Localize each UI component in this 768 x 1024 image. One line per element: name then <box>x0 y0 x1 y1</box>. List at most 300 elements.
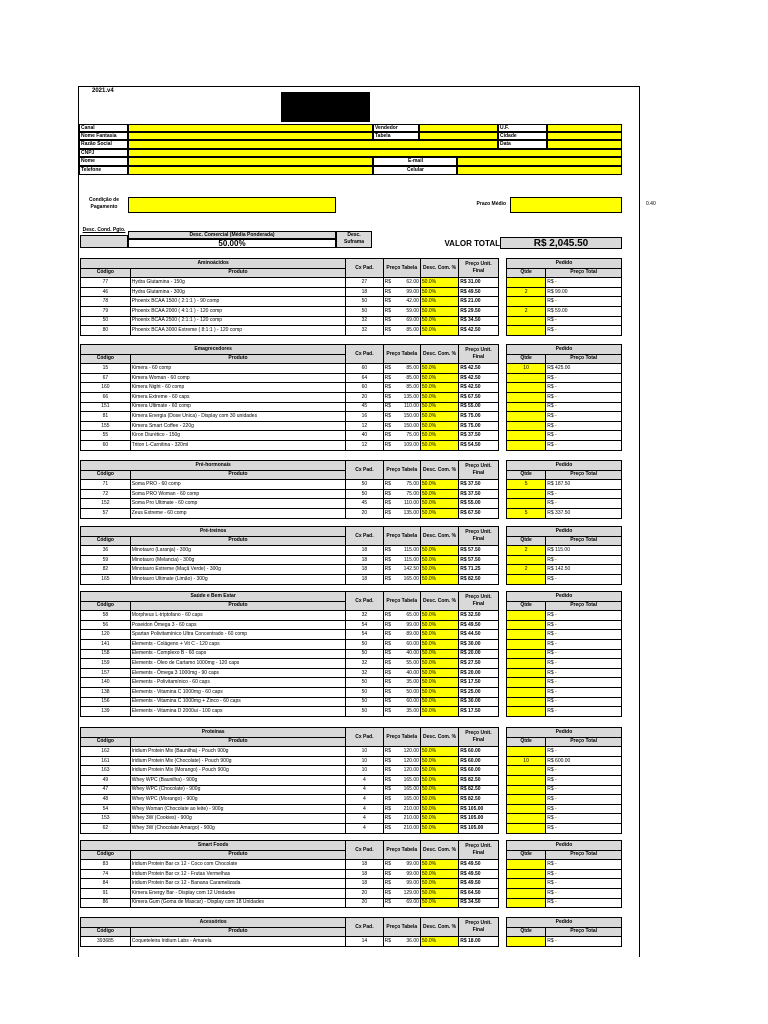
codigo-cell: 62 <box>81 823 131 833</box>
codigo-cell: 79 <box>81 306 131 316</box>
preco-tabela-value: 75.00 <box>406 432 419 439</box>
desc-com-cell[interactable]: 50.0% <box>420 364 458 374</box>
desc-com-cell[interactable]: 50.0% <box>420 687 458 697</box>
uf-label: U.F. <box>498 124 547 132</box>
gap-cell <box>498 440 506 450</box>
preco-tabela-value: 85.00 <box>406 364 419 371</box>
qtde-input[interactable] <box>506 392 545 402</box>
preco-tabela-value: 109.00 <box>403 441 419 448</box>
codigo-cell: 58 <box>81 611 131 621</box>
qtde-input[interactable] <box>506 620 545 630</box>
qtde-input[interactable] <box>506 766 545 776</box>
tabela-field[interactable] <box>419 132 498 140</box>
qtde-input[interactable] <box>506 278 545 288</box>
valor-total-value: R$ 2,045.50 <box>500 237 622 249</box>
qtde-input[interactable] <box>506 687 545 697</box>
desc-com-cell[interactable]: 50.0% <box>420 678 458 688</box>
produto-cell: Elements - Vitamina D 2000ui - 100 caps <box>130 707 346 717</box>
preco-unit-cell: R$ 30.00 <box>459 639 498 649</box>
desc-cond-pgto-field[interactable] <box>80 235 128 248</box>
qtde-input[interactable] <box>506 795 545 805</box>
table-row <box>81 297 622 307</box>
col-codigo: Código <box>81 354 131 364</box>
qtde-input[interactable] <box>506 869 545 879</box>
codigo-cell: 50 <box>81 316 131 326</box>
preco-unit-cell: R$ 82.50 <box>459 785 498 795</box>
preco-tabela-value: 135.00 <box>403 393 419 400</box>
desc-com-cell[interactable]: 50.0% <box>420 421 458 431</box>
gap-cell <box>498 431 506 441</box>
preco-total-cell: R$ - <box>546 402 622 412</box>
desc-com-cell[interactable]: 50.0% <box>420 639 458 649</box>
codigo-cell: 153 <box>81 814 131 824</box>
desc-com-cell[interactable]: 50.0% <box>420 574 458 584</box>
preco-unit-cell: R$ 55.00 <box>459 499 498 509</box>
section-title: Aminoácidos <box>81 259 346 269</box>
preco-tabela-cell: R$ 55.00 <box>383 659 420 669</box>
desc-com-cell[interactable]: 50.0% <box>420 326 458 336</box>
gap-cell <box>498 316 506 326</box>
table-row <box>81 287 622 297</box>
uf-field[interactable] <box>547 124 622 132</box>
col-preco-tabela: Preço Tabela <box>383 592 420 611</box>
preco-total-cell: R$ 600.00 <box>546 756 622 766</box>
table-row <box>81 431 622 441</box>
cnpj-label: CNPJ <box>79 149 128 157</box>
col-codigo: Código <box>81 601 131 611</box>
cx-pad-cell: 50 <box>346 489 383 499</box>
cx-pad-cell: 32 <box>346 611 383 621</box>
qtde-input[interactable] <box>506 421 545 431</box>
preco-total-cell: R$ - <box>546 373 622 383</box>
table-row <box>81 373 622 383</box>
desc-com-cell[interactable]: 50.0% <box>420 785 458 795</box>
preco-total-cell: R$ - <box>546 823 622 833</box>
col-preco-total: Preço Total <box>546 850 622 860</box>
qtde-input[interactable] <box>506 489 545 499</box>
desc-com-cell[interactable]: 50.0% <box>420 775 458 785</box>
desc-com-cell[interactable]: 50.0% <box>420 508 458 518</box>
qtde-input[interactable] <box>506 804 545 814</box>
preco-tabela-cell: R$ 165.00 <box>383 785 420 795</box>
gap-cell <box>498 747 506 757</box>
table-row <box>81 620 622 630</box>
col-qtde: Qtde <box>506 850 545 860</box>
desc-com-cell[interactable]: 50.0% <box>420 278 458 288</box>
qtde-input[interactable] <box>506 707 545 717</box>
desc-com-cell[interactable]: 50.0% <box>420 630 458 640</box>
preco-tabela-cell: R$ 120.00 <box>383 756 420 766</box>
codigo-cell: 140 <box>81 678 131 688</box>
table-row <box>81 392 622 402</box>
qtde-input[interactable] <box>506 814 545 824</box>
qtde-input[interactable] <box>506 697 545 707</box>
qtde-input[interactable]: 5 <box>506 480 545 490</box>
qtde-input[interactable]: 2 <box>506 565 545 575</box>
desc-com-cell[interactable]: 50.0% <box>420 392 458 402</box>
codigo-cell: 36 <box>81 546 131 556</box>
qtde-input[interactable]: 2 <box>506 546 545 556</box>
cx-pad-cell: 12 <box>346 440 383 450</box>
condicao-pagamento-field[interactable] <box>128 197 336 213</box>
table-row <box>81 766 622 776</box>
preco-unit-cell: R$ 57.50 <box>459 546 498 556</box>
produto-cell: Whey 3W (Cookies) - 900g <box>130 814 346 824</box>
qtde-input[interactable]: 10 <box>506 364 545 374</box>
produto-cell: Whey WPC (Chocolate) - 900g <box>130 785 346 795</box>
preco-total-cell: R$ - <box>546 659 622 669</box>
qtde-input[interactable] <box>506 412 545 422</box>
qtde-input[interactable] <box>506 860 545 870</box>
col-pedido: Pedido <box>506 527 621 537</box>
desc-com-cell[interactable]: 50.0% <box>420 668 458 678</box>
qtde-input[interactable] <box>506 678 545 688</box>
table-row <box>81 402 622 412</box>
preco-unit-cell: R$ 60.00 <box>459 756 498 766</box>
qtde-input[interactable] <box>506 555 545 565</box>
produto-cell: Hydra Glutamina - 300g <box>130 287 346 297</box>
codigo-cell: 54 <box>81 804 131 814</box>
cnpj-field[interactable] <box>128 149 622 157</box>
produto-cell: Whey WPC (Baunilha) - 900g <box>130 775 346 785</box>
gap-cell <box>498 297 506 307</box>
desc-com-cell[interactable]: 50.0% <box>420 316 458 326</box>
codigo-cell: 46 <box>81 287 131 297</box>
desc-com-cell[interactable]: 50.0% <box>420 412 458 422</box>
desc-com-cell[interactable]: 50.0% <box>420 823 458 833</box>
table-row <box>81 383 622 393</box>
desc-com-cell[interactable]: 50.0% <box>420 707 458 717</box>
qtde-input[interactable] <box>506 823 545 833</box>
codigo-cell: 81 <box>81 412 131 422</box>
preco-unit-cell: R$ 49.50 <box>459 620 498 630</box>
codigo-cell: 77 <box>81 278 131 288</box>
preco-tabela-value: 120.00 <box>403 767 419 774</box>
table-row <box>81 659 622 669</box>
gap-cell <box>498 678 506 688</box>
table-row <box>81 574 622 584</box>
qtde-input[interactable]: 2 <box>506 306 545 316</box>
col-cx-pad: Cx Pad. <box>346 841 383 860</box>
codigo-cell: 49 <box>81 775 131 785</box>
qtde-input[interactable] <box>506 630 545 640</box>
qtde-input[interactable]: 2 <box>506 287 545 297</box>
preco-total-cell: R$ - <box>546 620 622 630</box>
preco-tabela-cell: R$ 99.00 <box>383 287 420 297</box>
preco-unit-cell: R$ 75.00 <box>459 412 498 422</box>
cx-pad-cell: 20 <box>346 392 383 402</box>
desc-com-cell[interactable]: 50.0% <box>420 383 458 393</box>
preco-unit-cell: R$ 82.50 <box>459 775 498 785</box>
cx-pad-cell: 18 <box>346 574 383 584</box>
qtde-input[interactable]: 5 <box>506 508 545 518</box>
table-row <box>81 898 622 908</box>
preco-total-cell: R$ - <box>546 440 622 450</box>
gap-cell <box>498 775 506 785</box>
gap-cell <box>498 841 506 860</box>
col-qtde: Qtde <box>506 536 545 546</box>
desc-com-cell[interactable]: 50.0% <box>420 499 458 509</box>
qtde-input[interactable] <box>506 659 545 669</box>
qtde-input[interactable]: 10 <box>506 756 545 766</box>
preco-total-cell: R$ - <box>546 383 622 393</box>
preco-total-cell: R$ - <box>546 611 622 621</box>
cx-pad-cell: 18 <box>346 879 383 889</box>
razao-social-field[interactable] <box>128 140 498 149</box>
col-cx-pad: Cx Pad. <box>346 728 383 747</box>
qtde-input[interactable] <box>506 326 545 336</box>
desc-com-cell[interactable]: 50.0% <box>420 860 458 870</box>
preco-total-cell: R$ - <box>546 888 622 898</box>
desc-com-cell[interactable]: 50.0% <box>420 747 458 757</box>
preco-total-cell: R$ - <box>546 814 622 824</box>
data-field[interactable] <box>547 140 622 149</box>
preco-tabela-value: 210.00 <box>403 805 419 812</box>
table-row <box>81 707 622 717</box>
preco-unit-cell: R$ 105.00 <box>459 814 498 824</box>
codigo-cell: 139 <box>81 707 131 717</box>
qtde-input[interactable] <box>506 639 545 649</box>
preco-total-cell: R$ - <box>546 297 622 307</box>
qtde-input[interactable] <box>506 383 545 393</box>
preco-tabela-cell: R$ 50.00 <box>383 687 420 697</box>
qtde-input[interactable] <box>506 402 545 412</box>
table-row <box>81 480 622 490</box>
desc-com-cell[interactable]: 50.0% <box>420 306 458 316</box>
gap-cell <box>498 795 506 805</box>
gap-cell <box>498 687 506 697</box>
preco-unit-cell: R$ 54.50 <box>459 440 498 450</box>
produto-cell: Elements - Complexo B - 60 caps <box>130 649 346 659</box>
cx-pad-cell: 18 <box>346 287 383 297</box>
produto-cell: Elements - Óleo de Cartamo 1000mg - 120 caps <box>130 659 346 669</box>
qtde-input[interactable] <box>506 440 545 450</box>
qtde-input[interactable] <box>506 499 545 509</box>
desc-com-cell[interactable]: 50.0% <box>420 804 458 814</box>
desc-com-cell[interactable]: 50.0% <box>420 546 458 556</box>
preco-tabela-cell: R$ 59.00 <box>383 306 420 316</box>
desc-com-cell[interactable]: 50.0% <box>420 297 458 307</box>
qtde-input[interactable] <box>506 775 545 785</box>
qtde-input[interactable] <box>506 937 545 947</box>
preco-tabela-cell: R$ 110.00 <box>383 499 420 509</box>
gap-cell <box>498 756 506 766</box>
desc-com-cell[interactable]: 50.0% <box>420 659 458 669</box>
desc-com-cell[interactable]: 50.0% <box>420 756 458 766</box>
preco-unit-cell: R$ 49.50 <box>459 879 498 889</box>
cidade-field[interactable] <box>547 132 622 140</box>
desc-com-cell[interactable]: 50.0% <box>420 555 458 565</box>
gap-cell <box>498 639 506 649</box>
qtde-input[interactable] <box>506 888 545 898</box>
desc-com-cell[interactable]: 50.0% <box>420 287 458 297</box>
col-produto: Produto <box>130 536 346 546</box>
col-qtde: Qtde <box>506 268 545 278</box>
col-preco-unit: Preço Unit. Final <box>459 592 498 611</box>
condicao-pagamento-label: Condição de Pagamento <box>88 197 119 210</box>
desc-com-cell[interactable]: 50.0% <box>420 869 458 879</box>
preco-tabela-value: 40.00 <box>406 669 419 676</box>
cidade-label: Cidade <box>498 132 547 140</box>
qtde-input[interactable] <box>506 431 545 441</box>
produto-cell: Soma PRO Woman - 60 comp <box>130 489 346 499</box>
produto-cell: Kimera Ultimate - 60 comp <box>130 402 346 412</box>
preco-unit-cell: R$ 67.50 <box>459 508 498 518</box>
prazo-medio-field[interactable] <box>510 197 622 213</box>
email-label: E-mail <box>373 157 457 166</box>
cx-pad-cell: 4 <box>346 814 383 824</box>
preco-tabela-value: 65.00 <box>406 611 419 618</box>
qtde-input[interactable] <box>506 747 545 757</box>
preco-tabela-cell: R$ 165.00 <box>383 775 420 785</box>
desc-comercial-label: Desc. Comercial (Média Ponderada) <box>128 231 336 239</box>
preco-tabela-cell: R$ 36.00 <box>383 937 420 947</box>
section-6 <box>80 840 622 908</box>
preco-tabela-value: 165.00 <box>403 575 419 582</box>
celular-field[interactable] <box>457 166 622 175</box>
desc-com-cell[interactable]: 50.0% <box>420 888 458 898</box>
preco-tabela-cell: R$ 60.00 <box>383 639 420 649</box>
preco-tabela-value: 85.00 <box>406 326 419 333</box>
produto-cell: Kimera Extreme - 60 caps <box>130 392 346 402</box>
table-row <box>81 306 622 316</box>
preco-tabela-value: 129.00 <box>403 889 419 896</box>
table-row <box>81 611 622 621</box>
produto-cell: Minotauro Extreme (Maçã Verde) - 300g <box>130 565 346 575</box>
preco-unit-cell: R$ 82.50 <box>459 795 498 805</box>
qtde-input[interactable] <box>506 373 545 383</box>
table-row <box>81 565 622 575</box>
codigo-cell: 91 <box>81 888 131 898</box>
preco-total-cell: R$ - <box>546 898 622 908</box>
preco-tabela-value: 135.00 <box>403 509 419 516</box>
preco-unit-cell: R$ 42.50 <box>459 364 498 374</box>
gap-cell <box>498 555 506 565</box>
canal-field[interactable] <box>128 124 373 132</box>
produto-cell: Elements - Polivitamínico - 60 caps <box>130 678 346 688</box>
cx-pad-cell: 50 <box>346 649 383 659</box>
cx-pad-cell: 60 <box>346 383 383 393</box>
desc-com-cell[interactable]: 50.0% <box>420 620 458 630</box>
col-desc-com: Desc. Com. % <box>420 918 458 937</box>
table-row <box>81 678 622 688</box>
section-3 <box>80 526 622 585</box>
preco-tabela-cell: R$ 35.00 <box>383 707 420 717</box>
desc-com-cell[interactable]: 50.0% <box>420 402 458 412</box>
preco-tabela-value: 60.00 <box>406 698 419 705</box>
desc-com-cell[interactable]: 50.0% <box>420 697 458 707</box>
preco-unit-cell: R$ 64.50 <box>459 888 498 898</box>
gap-cell <box>498 421 506 431</box>
desc-com-cell[interactable]: 50.0% <box>420 611 458 621</box>
codigo-cell: 66 <box>81 392 131 402</box>
vendedor-label: Vendedor <box>373 124 419 132</box>
col-preco-unit: Preço Unit. Final <box>459 918 498 937</box>
codigo-cell: 48 <box>81 795 131 805</box>
preco-tabela-cell: R$ 109.00 <box>383 440 420 450</box>
col-produto: Produto <box>130 737 346 747</box>
email-field[interactable] <box>457 157 622 166</box>
section-title: Proteínas <box>81 728 346 738</box>
preco-unit-cell: R$ 105.00 <box>459 804 498 814</box>
preco-tabela-cell: R$ 85.00 <box>383 383 420 393</box>
qtde-input[interactable] <box>506 574 545 584</box>
col-cx-pad: Cx Pad. <box>346 345 383 364</box>
table-row <box>81 316 622 326</box>
produto-cell: Coqueteleira Iridium Labs - Amarela <box>130 937 346 947</box>
nome-field[interactable] <box>128 157 373 166</box>
codigo-cell: 151 <box>81 402 131 412</box>
preco-tabela-value: 120.00 <box>403 747 419 754</box>
qtde-input[interactable] <box>506 611 545 621</box>
qtde-input[interactable] <box>506 668 545 678</box>
table-row <box>81 697 622 707</box>
nome-fantasia-field[interactable] <box>128 132 373 140</box>
preco-tabela-value: 35.00 <box>406 679 419 686</box>
preco-tabela-cell: R$ 165.00 <box>383 795 420 805</box>
col-preco-unit: Preço Unit. Final <box>459 345 498 364</box>
qtde-input[interactable] <box>506 898 545 908</box>
desc-com-cell[interactable]: 50.0% <box>420 489 458 499</box>
preco-tabela-value: 120.00 <box>403 757 419 764</box>
desc-com-cell[interactable]: 50.0% <box>420 373 458 383</box>
col-preco-total: Preço Total <box>546 601 622 611</box>
desc-com-cell[interactable]: 50.0% <box>420 879 458 889</box>
cx-pad-cell: 10 <box>346 766 383 776</box>
qtde-input[interactable] <box>506 297 545 307</box>
desc-com-cell[interactable]: 50.0% <box>420 440 458 450</box>
qtde-input[interactable] <box>506 785 545 795</box>
preco-tabela-value: 110.00 <box>403 500 419 507</box>
desc-com-cell[interactable]: 50.0% <box>420 431 458 441</box>
desc-com-cell[interactable]: 50.0% <box>420 814 458 824</box>
telefone-field[interactable] <box>128 166 373 175</box>
data-label: Data <box>498 140 547 149</box>
desc-com-cell[interactable]: 50.0% <box>420 565 458 575</box>
col-preco-unit: Preço Unit. Final <box>459 728 498 747</box>
desc-com-cell[interactable]: 50.0% <box>420 480 458 490</box>
col-produto: Produto <box>130 850 346 860</box>
preco-tabela-cell: R$ 135.00 <box>383 508 420 518</box>
cx-pad-cell: 40 <box>346 431 383 441</box>
qtde-input[interactable] <box>506 649 545 659</box>
desc-com-cell[interactable]: 50.0% <box>420 766 458 776</box>
col-preco-tabela: Preço Tabela <box>383 527 420 546</box>
preco-total-cell: R$ - <box>546 316 622 326</box>
qtde-input[interactable] <box>506 316 545 326</box>
cx-pad-cell: 4 <box>346 795 383 805</box>
produto-cell: Elements - Ômega 3 1000mg - 90 caps <box>130 668 346 678</box>
qtde-input[interactable] <box>506 879 545 889</box>
table-row <box>81 639 622 649</box>
vendedor-field[interactable] <box>419 124 498 132</box>
desc-com-cell[interactable]: 50.0% <box>420 898 458 908</box>
preco-unit-cell: R$ 49.50 <box>459 287 498 297</box>
desc-com-cell[interactable]: 50.0% <box>420 649 458 659</box>
gap-cell <box>498 306 506 316</box>
gap-cell <box>498 592 506 611</box>
gap-cell <box>498 412 506 422</box>
preco-unit-cell: R$ 37.50 <box>459 489 498 499</box>
col-cx-pad: Cx Pad. <box>346 527 383 546</box>
col-preco-total: Preço Total <box>546 536 622 546</box>
preco-tabela-value: 40.00 <box>406 650 419 657</box>
desc-com-cell[interactable]: 50.0% <box>420 795 458 805</box>
cx-pad-cell: 32 <box>346 316 383 326</box>
preco-tabela-cell: R$ 115.00 <box>383 555 420 565</box>
desc-com-cell[interactable]: 50.0% <box>420 937 458 947</box>
gap-cell <box>498 565 506 575</box>
